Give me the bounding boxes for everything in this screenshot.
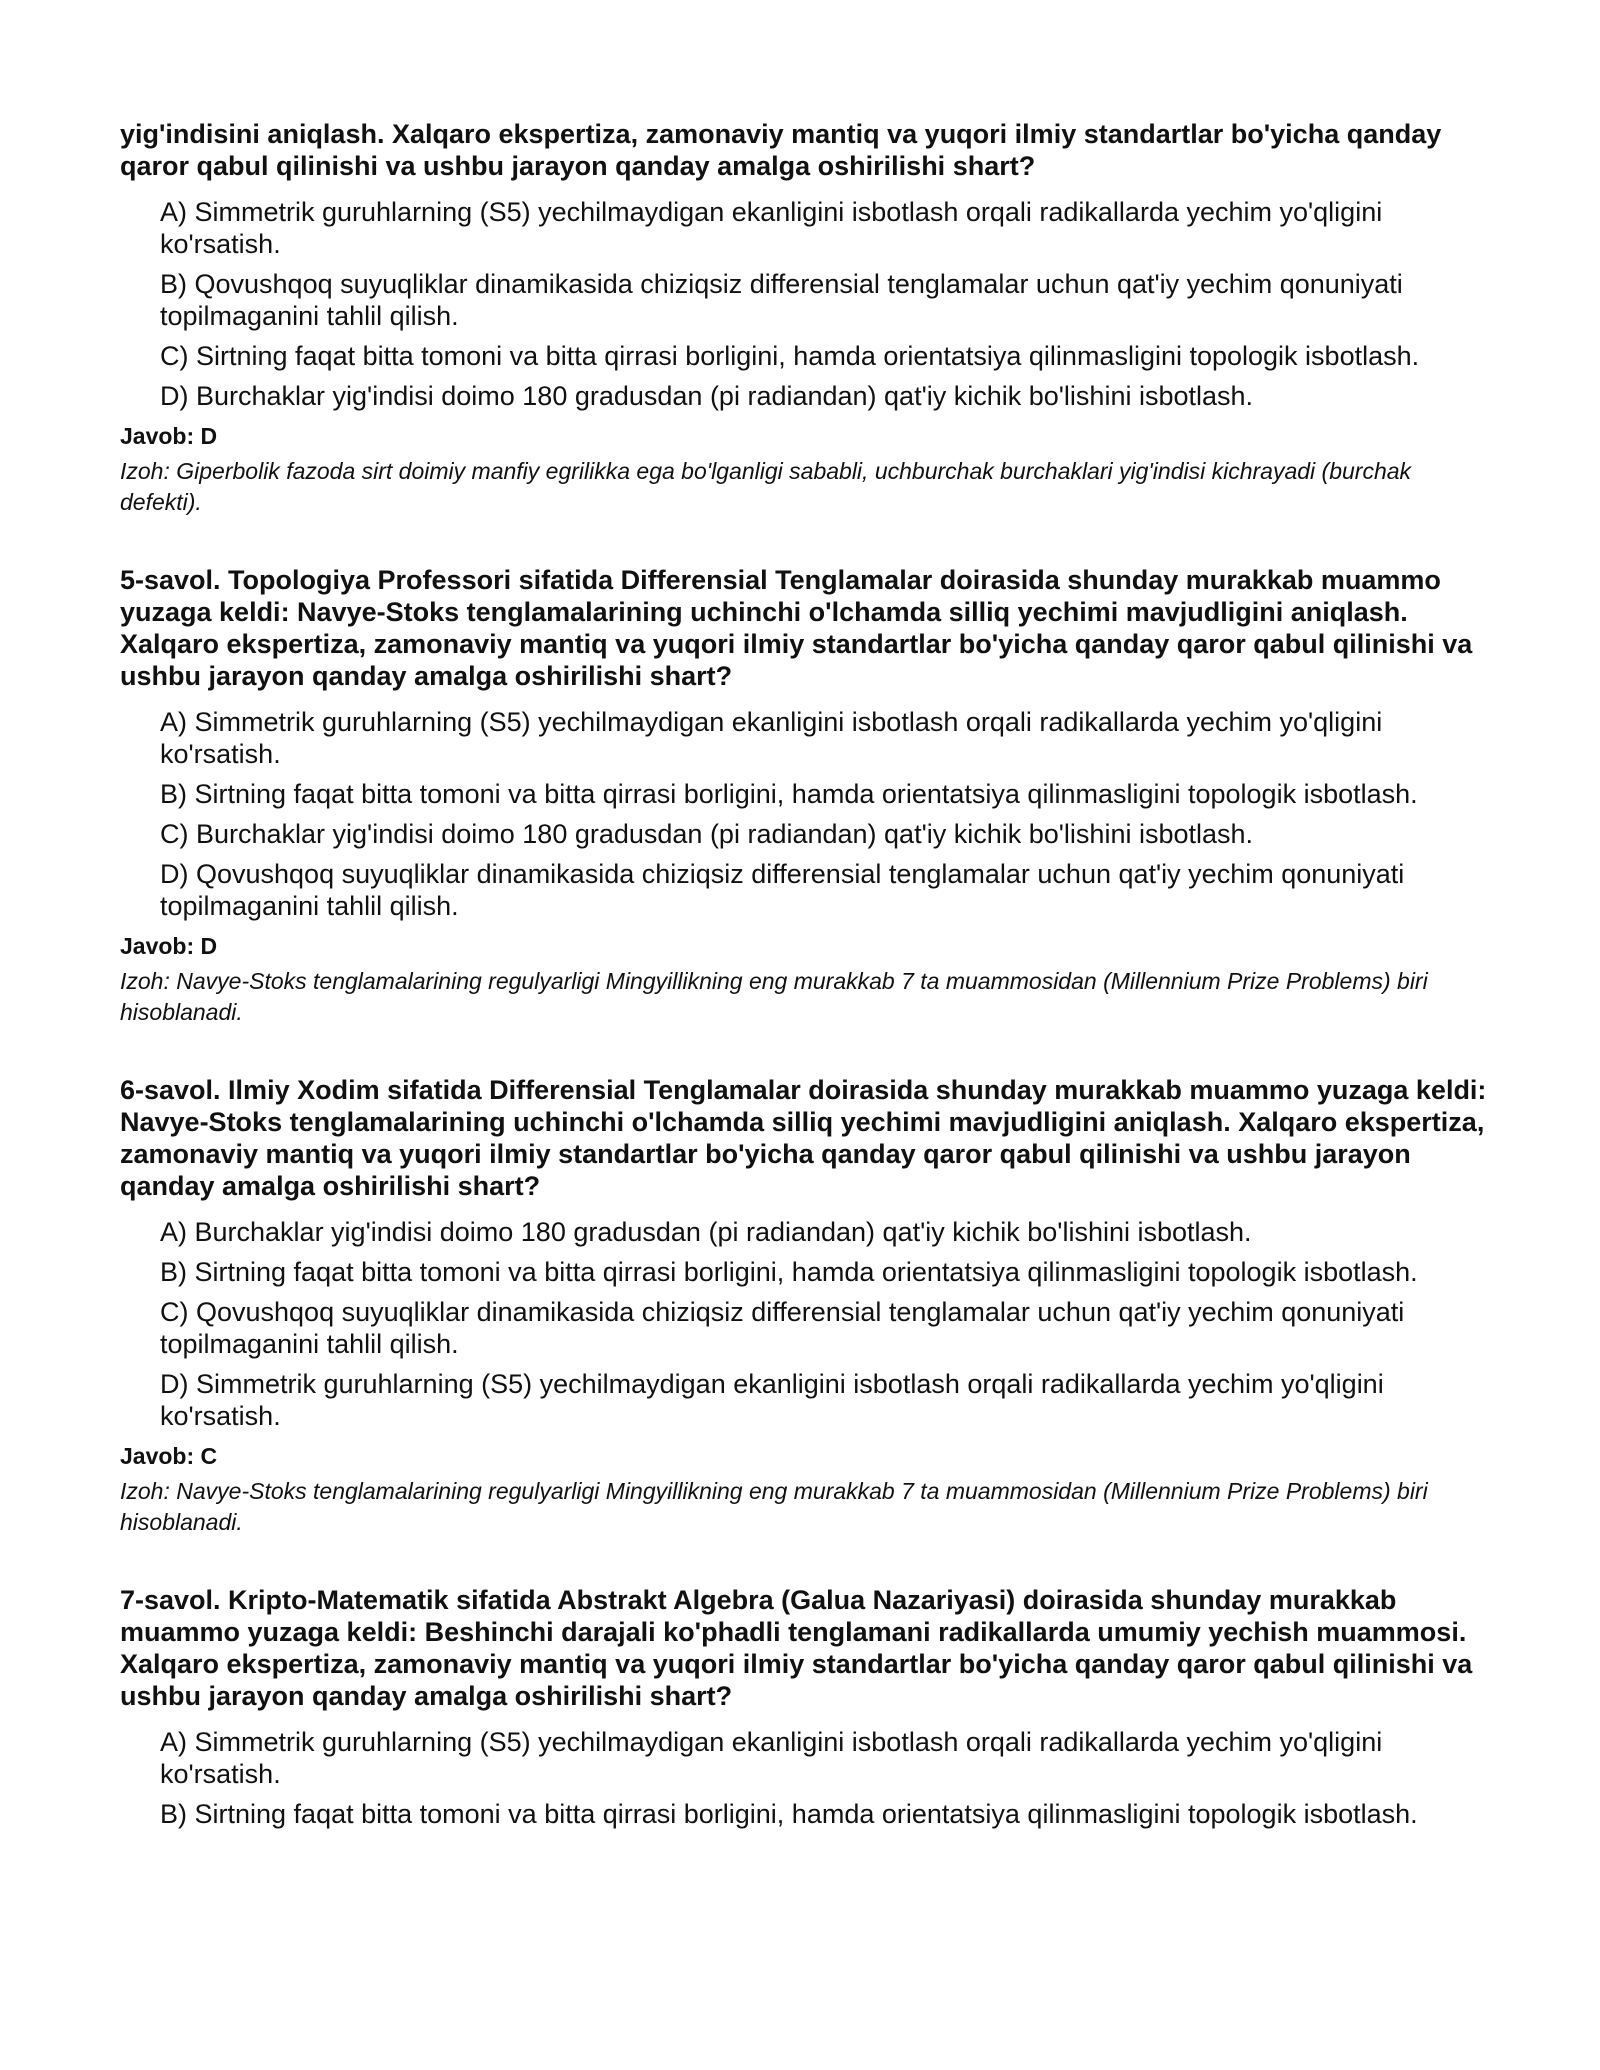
option-b: B) Sirtning faqat bitta tomoni va bitta qirrasi borligini, hamda orientatsiya qilinmasligini topologik isbotlash. (160, 1257, 1418, 1287)
option-b: B) Sirtning faqat bitta tomoni va bitta qirrasi borligini, hamda orientatsiya qilinmasligini topologik isbotlash. (160, 779, 1418, 809)
option-a: A) Burchaklar yig'indisi doimo 180 gradusdan (pi radiandan) qat'iy kichik bo'lishini isbotlash. (160, 1217, 1252, 1247)
spacer (120, 1538, 1492, 1584)
question-block (120, 1074, 1492, 1538)
option-list (120, 196, 1492, 412)
question-text: yig'indisini aniqlash. Xalqaro ekspertiza, zamonaviy mantiq va yuqori ilmiy standartlar bo'yicha qanday qaror qabul qilinishi va ushbu jarayon qanday amalga oshirilishi shart? (120, 119, 1442, 181)
option-c: C) Qovushqoq suyuqliklar dinamikasida chiziqsiz differensial tenglamalar uchun qat'iy yechim qonuniyati topilmaganini tahlil qilish. (160, 1297, 1405, 1359)
option-c: C) Burchaklar yig'indisi doimo 180 gradusdan (pi radiandan) qat'iy kichik bo'lishini isbotlash. (160, 819, 1254, 849)
answer-label: Javob: C (120, 1443, 218, 1469)
option-list (120, 706, 1492, 922)
question-block (120, 564, 1492, 1028)
option-list (120, 1726, 1492, 1830)
option-a: A) Simmetrik guruhlarning (S5) yechilmaydigan ekanligini isbotlash orqali radikallarda yechim yo'qligini ko'rsatish. (160, 197, 1383, 259)
option-b: B) Qovushqoq suyuqliklar dinamikasida chiziqsiz differensial tenglamalar uchun qat'iy yechim qonuniyati topilmaganini tahlil qilish. (160, 269, 1403, 331)
option-a: A) Simmetrik guruhlarning (S5) yechilmaydigan ekanligini isbotlash orqali radikallarda yechim yo'qligini ko'rsatish. (160, 707, 1383, 769)
question-text: 5-savol. Topologiya Professori sifatida Differensial Tenglamalar doirasida shunday murakkab muammo yuzaga keldi: Navye-Stoks tenglamalarining uchinchi o'lchamda silliq yechimi mavjudligini aniqlash. Xalqaro ekspertiza, zamonaviy mantiq va yuqori ilmiy standartlar bo'yicha qanday qaror qabul qilinishi va ushbu jarayon qanday amalga oshirilishi shart? (120, 565, 1473, 691)
option-d: D) Simmetrik guruhlarning (S5) yechilmaydigan ekanligini isbotlash orqali radikallarda yechim yo'qligini ko'rsatish. (160, 1369, 1384, 1431)
option-d: D) Burchaklar yig'indisi doimo 180 gradusdan (pi radiandan) qat'iy kichik bo'lishini isbotlash. (160, 381, 1254, 411)
question-block (120, 118, 1492, 518)
spacer (120, 518, 1492, 564)
spacer (120, 1028, 1492, 1074)
answer-label: Javob: D (120, 933, 218, 959)
option-list (120, 1216, 1492, 1432)
answer-label: Javob: D (120, 423, 218, 449)
question-text: 7-savol. Kripto-Matematik sifatida Abstrakt Algebra (Galua Nazariyasi) doirasida shunday murakkab muammo yuzaga keldi: Beshinchi darajali ko'phadli tenglamani radikallarda umumiy yechish muammosi. Xalqaro ekspertiza, zamonaviy mantiq va yuqori ilmiy standartlar bo'yicha qanday qaror qabul qilinishi va ushbu jarayon qanday amalga oshirilishi shart? (120, 1585, 1473, 1711)
option-a: A) Simmetrik guruhlarning (S5) yechilmaydigan ekanligini isbotlash orqali radikallarda yechim yo'qligini ko'rsatish. (160, 1727, 1383, 1789)
question-text: 6-savol. Ilmiy Xodim sifatida Differensial Tenglamalar doirasida shunday murakkab muammo yuzaga keldi: Navye-Stoks tenglamalarining uchinchi o'lchamda silliq yechimi mavjudligini aniqlash. Xalqaro ekspertiza, zamonaviy mantiq va yuqori ilmiy standartlar bo'yicha qanday qaror qabul qilinishi va ushbu jarayon qanday amalga oshirilishi shart? (120, 1075, 1487, 1201)
option-c: C) Sirtning faqat bitta tomoni va bitta qirrasi borligini, hamda orientatsiya qilinmasligini topologik isbotlash. (160, 341, 1420, 371)
document-content (120, 118, 1492, 1838)
explanation-note: Izoh: Navye-Stoks tenglamalarining regulyarligi Mingyillikning eng murakkab 7 ta muammosidan (Millennium Prize Problems) biri hisoblanadi. (120, 1478, 1428, 1535)
option-b: B) Sirtning faqat bitta tomoni va bitta qirrasi borligini, hamda orientatsiya qilinmasligini topologik isbotlash. (160, 1799, 1418, 1829)
explanation-note: Izoh: Giperbolik fazoda sirt doimiy manfiy egrilikka ega bo'lganligi sababli, uchburchak burchaklari yig'indisi kichrayadi (burchak defekti). (120, 458, 1412, 515)
explanation-note: Izoh: Navye-Stoks tenglamalarining regulyarligi Mingyillikning eng murakkab 7 ta muammosidan (Millennium Prize Problems) biri hisoblanadi. (120, 968, 1428, 1025)
option-d: D) Qovushqoq suyuqliklar dinamikasida chiziqsiz differensial tenglamalar uchun qat'iy yechim qonuniyati topilmaganini tahlil qilish. (160, 859, 1405, 921)
question-block (120, 1584, 1492, 1830)
